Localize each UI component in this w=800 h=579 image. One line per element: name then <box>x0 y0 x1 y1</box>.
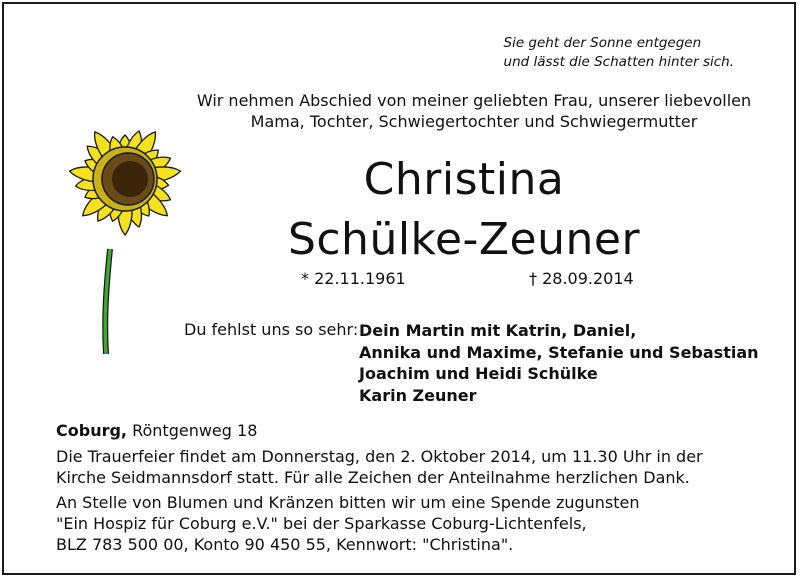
donation-line-3: BLZ 783 500 00, Konto 90 450 55, Kennwort: "Christina". <box>56 535 514 554</box>
mourner-line: Dein Martin mit Katrin, Daniel, <box>359 321 637 340</box>
address-street: Röntgenweg 18 <box>132 421 258 440</box>
mourner-line: Joachim und Heidi Schülke <box>359 364 598 383</box>
motto-line-1: Sie geht der Sonne entgegen <box>503 35 702 51</box>
address-city: Coburg, <box>56 421 127 440</box>
mourners-lead: Du fehlst uns so sehr: <box>184 320 359 339</box>
flower-center-core <box>112 161 148 197</box>
intro-line-2: Mama, Tochter, Schwiegertochter und Schwiegermutter <box>250 112 698 131</box>
mourner-line: Karin Zeuner <box>359 385 477 405</box>
intro-line-1: Wir nehmen Abschied von meiner geliebten Frau, unserer liebevollen <box>196 91 752 110</box>
death-date: † 28.09.2014 <box>529 269 634 288</box>
funeral-line-2: Kirche Seidmannsdorf statt. Für alle Zeichen der Anteilnahme herzlichen Dank. <box>56 468 690 487</box>
motto-line-2: und lässt die Schatten hinter sich. <box>503 54 734 70</box>
obituary-card <box>2 2 796 575</box>
donation-info <box>56 492 640 555</box>
mourners-list <box>359 320 759 406</box>
funeral-info <box>56 446 703 488</box>
intro-text <box>154 90 794 132</box>
motto <box>504 34 734 72</box>
birth-date: * 22.11.1961 <box>301 269 406 288</box>
donation-line-2: "Ein Hospiz für Coburg e.V." bei der Sparkasse Coburg-Lichtenfels, <box>56 514 587 533</box>
deceased-last-name: Schülke-Zeuner <box>287 214 641 265</box>
deceased-first-name: Christina <box>363 154 565 205</box>
mourner-line: Annika und Maxime, Stefanie und Sebastian <box>359 342 759 362</box>
funeral-line-1: Die Trauerfeier findet am Donnerstag, den 2. Oktober 2014, um 11.30 Uhr in der <box>56 447 703 466</box>
donation-line-1: An Stelle von Blumen und Kränzen bitten wir um eine Spende zugunsten <box>56 493 640 512</box>
address <box>56 421 257 440</box>
